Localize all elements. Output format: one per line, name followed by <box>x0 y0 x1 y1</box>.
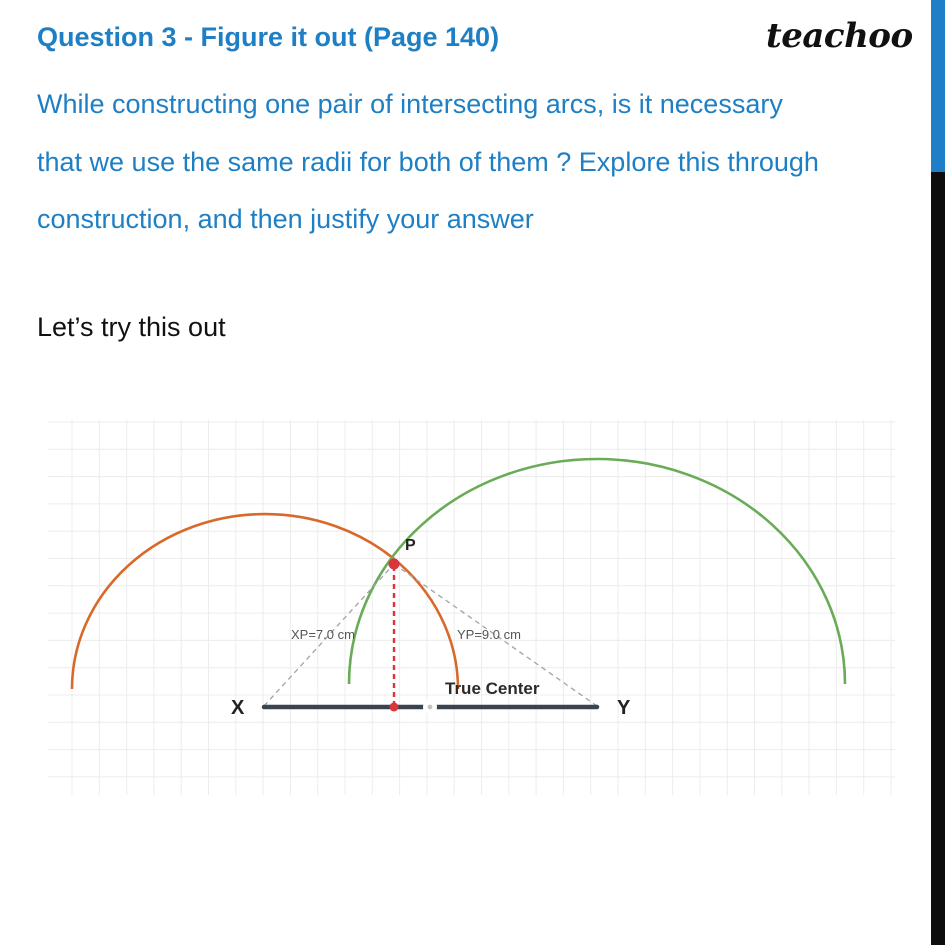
question-title: Question 3 - Figure it out (Page 140) <box>37 22 500 52</box>
yp-length-label: YP=9.0 cm <box>457 627 521 642</box>
true-center-label: True Center <box>445 679 540 698</box>
arc-from-y <box>349 459 845 684</box>
teachoo-logo[interactable]: teachoo <box>766 16 913 56</box>
point-p-label: P <box>405 537 416 554</box>
construction-figure <box>45 415 900 800</box>
intro-text: Let’s try this out <box>37 312 226 342</box>
question-line: construction, and then justify your answer <box>37 204 534 234</box>
scrollbar-thumb[interactable] <box>931 0 945 172</box>
xp-length-label: XP=7.0 cm <box>291 627 355 642</box>
background-grid <box>48 420 895 795</box>
question-line: that we use the same radii for both of them ? Explore this through <box>37 146 819 177</box>
point-p-dot <box>389 559 400 570</box>
point-y-label: Y <box>617 697 631 719</box>
true-center-dot <box>428 705 433 710</box>
point-x-label: X <box>231 697 245 719</box>
question-line: While constructing one pair of intersecting arcs, is it necessary <box>37 89 783 119</box>
question-text <box>37 76 917 249</box>
foot-point-dot <box>390 703 399 712</box>
